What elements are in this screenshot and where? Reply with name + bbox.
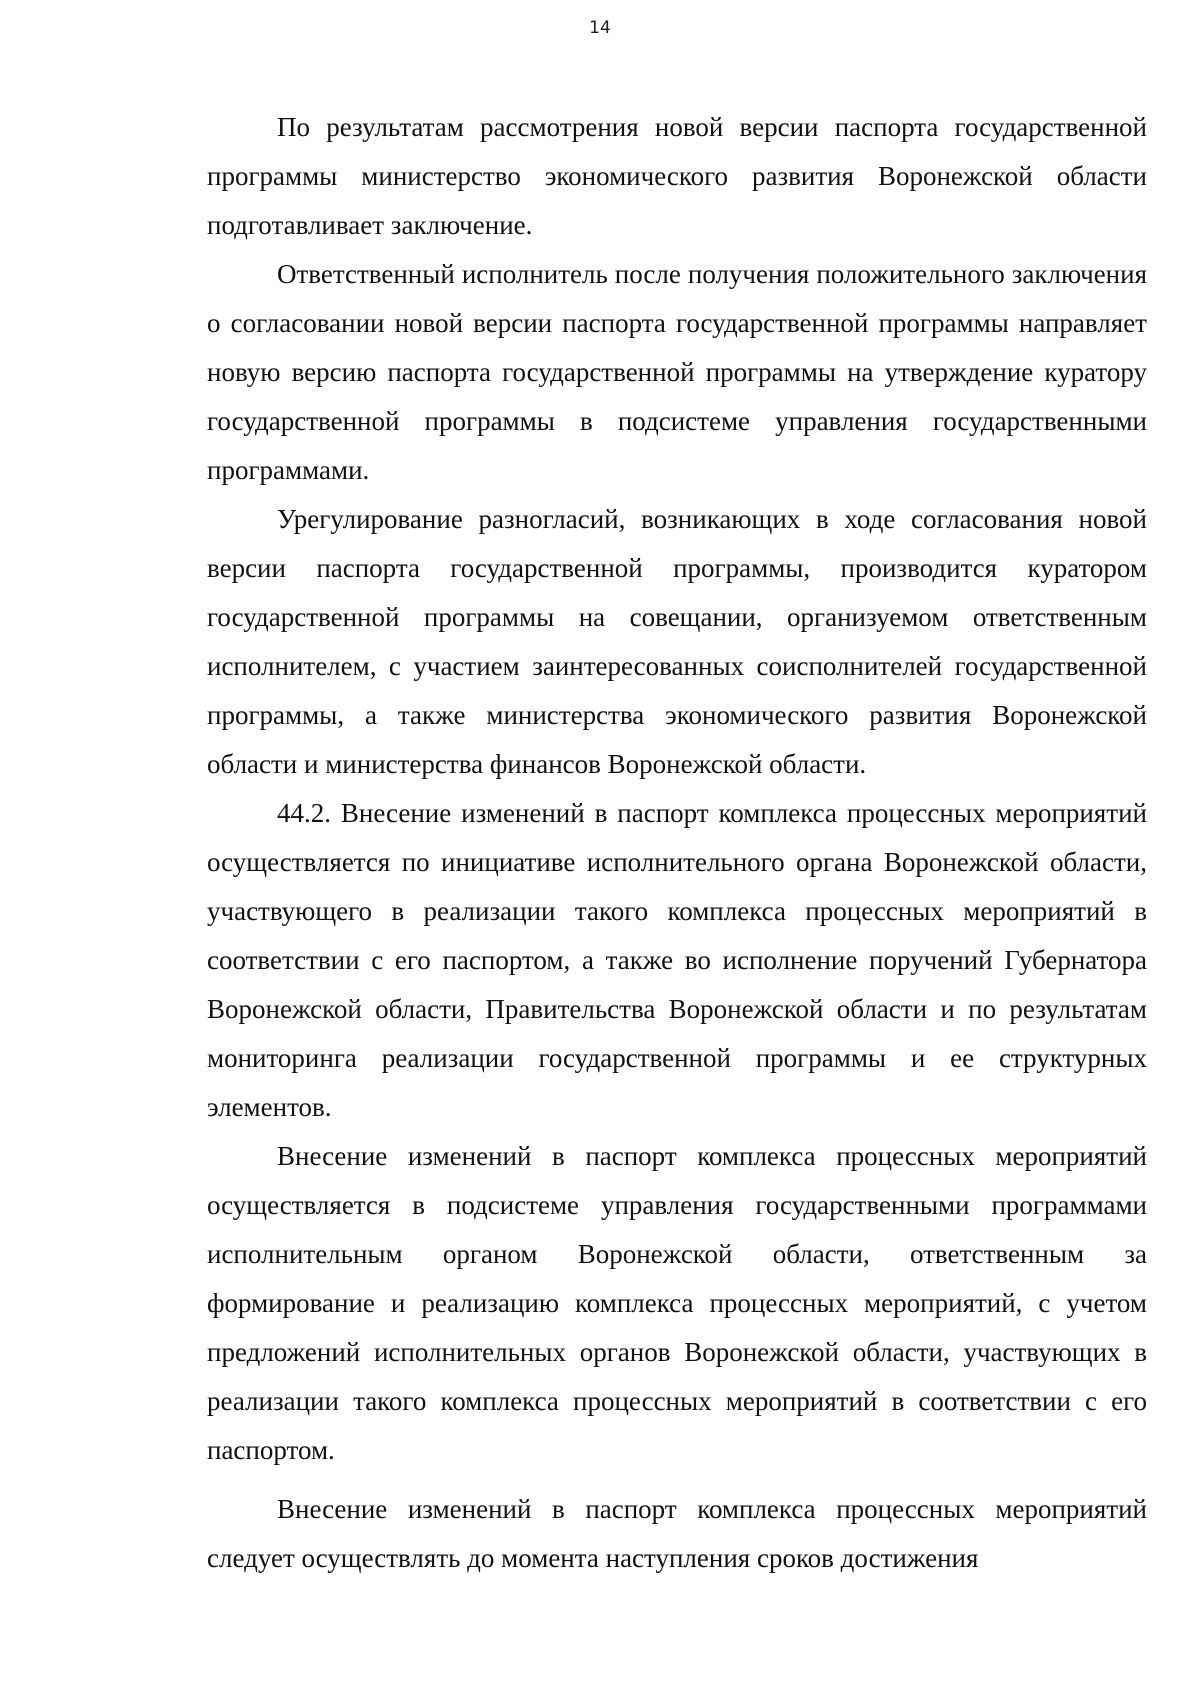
paragraph-6: Внесение изменений в паспорт комплекса процессных мероприятий следует осуществлять до момента наступления сроков достижения	[207, 1494, 1147, 1573]
paragraph-2: Ответственный исполнитель после получения положительного заключения о согласовании новой версии паспорта государственной программы направляет новую версию паспорта государственной программы на утверждение куратору государственной программы в подсистеме управления государственными программами.	[207, 259, 1147, 485]
paragraph-4: 44.2. Внесение изменений в паспорт комплекса процессных мероприятий осуществляется по инициативе исполнительного органа Воронежской области, участвующего в реализации такого комплекса процессных мероприятий в соответствии с его паспортом, а также во исполнение поручений Губернатора Воронежской области, Правительства Воронежской области и по результатам мониторинга реализации государственной программы и ее структурных элементов.	[207, 798, 1147, 1122]
page-number: 14	[589, 18, 611, 38]
paragraph-5: Внесение изменений в паспорт комплекса процессных мероприятий осуществляется в подсистеме управления государственными программами исполнительным органом Воронежской области, ответственным за формирование и реализацию комплекса процессных мероприятий, с учетом предложений исполнительных органов Воронежской области, участвующих в реализации такого комплекса процессных мероприятий в соответствии с его паспортом.	[207, 1141, 1147, 1465]
paragraph-1: По результатам рассмотрения новой версии паспорта государственной программы министерство экономического развития Воронежской области подготавливает заключение.	[207, 112, 1147, 240]
paragraph-3: Урегулирование разногласий, возникающих в ходе согласования новой версии паспорта государственной программы, производится куратором государственной программы на совещании, организуемом ответственным исполнителем, с участием заинтересованных соисполнителей государственной программы, а также министерства экономического развития Воронежской области и министерства финансов Воронежской области.	[207, 504, 1147, 779]
document-body	[207, 103, 1147, 1583]
